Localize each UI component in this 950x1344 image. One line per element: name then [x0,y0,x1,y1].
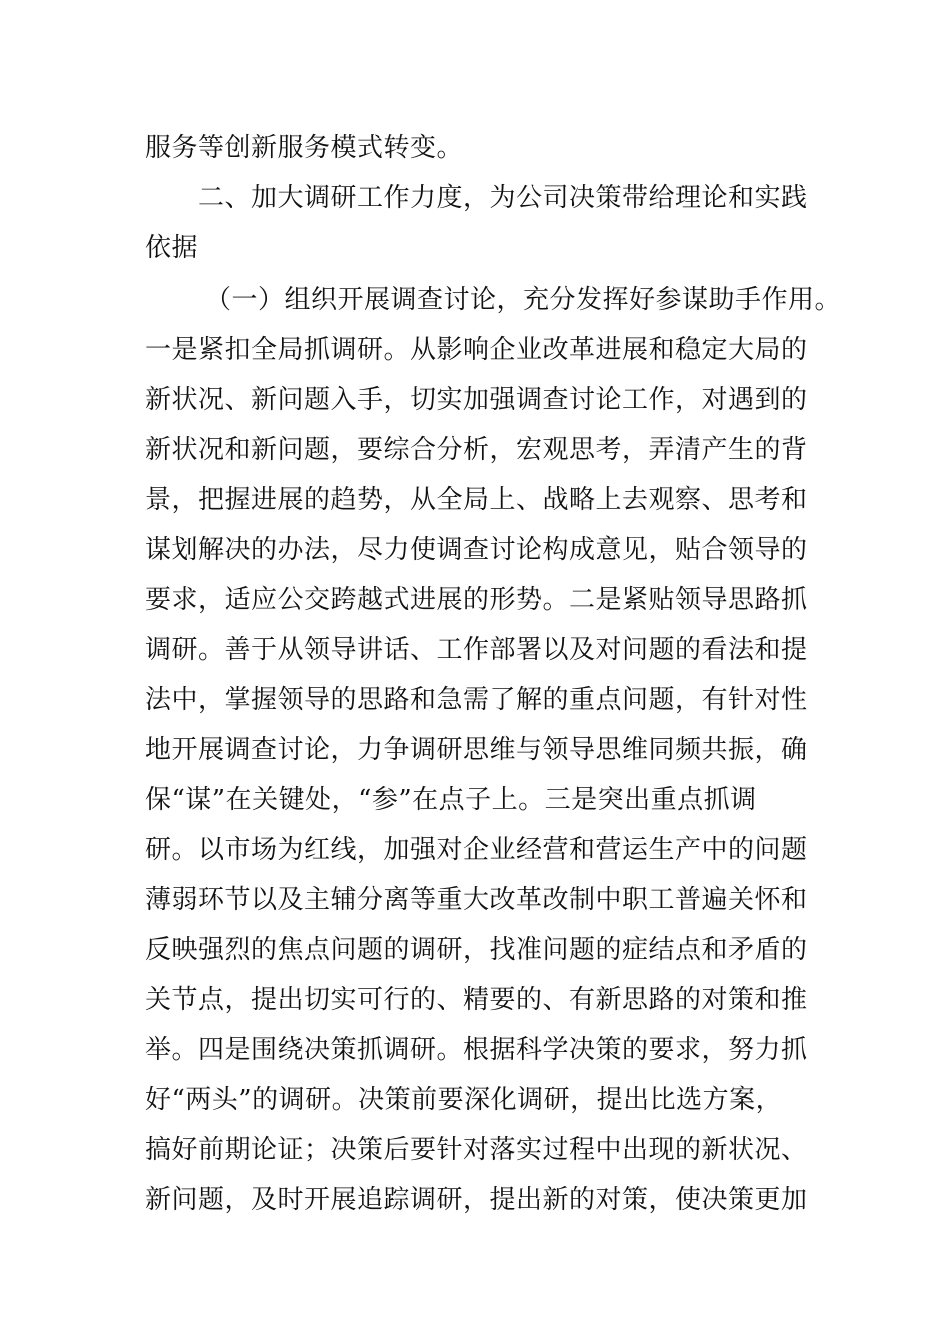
text-line-17: 反映强烈的焦点问题的调研，找准问题的症结点和矛盾的 [145,935,808,965]
section-heading-line-2: 依据 [145,233,199,263]
text-line-6: 新状况、新问题入手，切实加强调查讨论工作，对遇到的 [145,385,808,415]
text-line-15: 研。以市场为红线，加强对企业经营和营运生产中的问题 [145,835,808,865]
text-line-8: 景，把握进展的趋势，从全局上、战略上去观察、思考和 [145,485,808,515]
subsection-heading: （一）组织开展调查讨论，充分发挥好参谋助手作用。 [205,285,842,315]
section-heading-line-1: 二、加大调研工作力度，为公司决策带给理论和实践 [198,183,808,213]
text-line-14: 保“谋”在关键处，“参”在点子上。三是突出重点抓调 [145,785,757,815]
text-line-22: 新问题，及时开展追踪调研，提出新的对策，使决策更加 [145,1185,808,1215]
text-line-21: 搞好前期论证；决策后要针对落实过程中出现的新状况、 [145,1135,808,1165]
text-line-7: 新状况和新问题，要综合分析，宏观思考，弄清产生的背 [145,435,808,465]
text-line-19: 举。四是围绕决策抓调研。根据科学决策的要求，努力抓 [145,1035,808,1065]
text-line-1: 服务等创新服务模式转变。 [145,133,464,163]
text-line-18: 关节点，提出切实可行的、精要的、有新思路的对策和推 [145,985,808,1015]
text-line-5: 一是紧扣全局抓调研。从影响企业改革进展和稳定大局的 [145,335,808,365]
text-line-10: 要求，适应公交跨越式进展的形势。二是紧贴领导思路抓 [145,585,808,615]
text-line-20: 好“两头”的调研。决策前要深化调研，提出比选方案， [145,1085,783,1115]
text-line-9: 谋划解决的办法，尽力使调查讨论构成意见，贴合领导的 [145,535,808,565]
text-line-13: 地开展调查讨论，力争调研思维与领导思维同频共振，确 [145,735,808,765]
text-line-11: 调研。善于从领导讲话、工作部署以及对问题的看法和提 [145,635,808,665]
text-line-12: 法中，掌握领导的思路和急需了解的重点问题，有针对性 [145,685,808,715]
text-line-16: 薄弱环节以及主辅分离等重大改革改制中职工普遍关怀和 [145,885,808,915]
